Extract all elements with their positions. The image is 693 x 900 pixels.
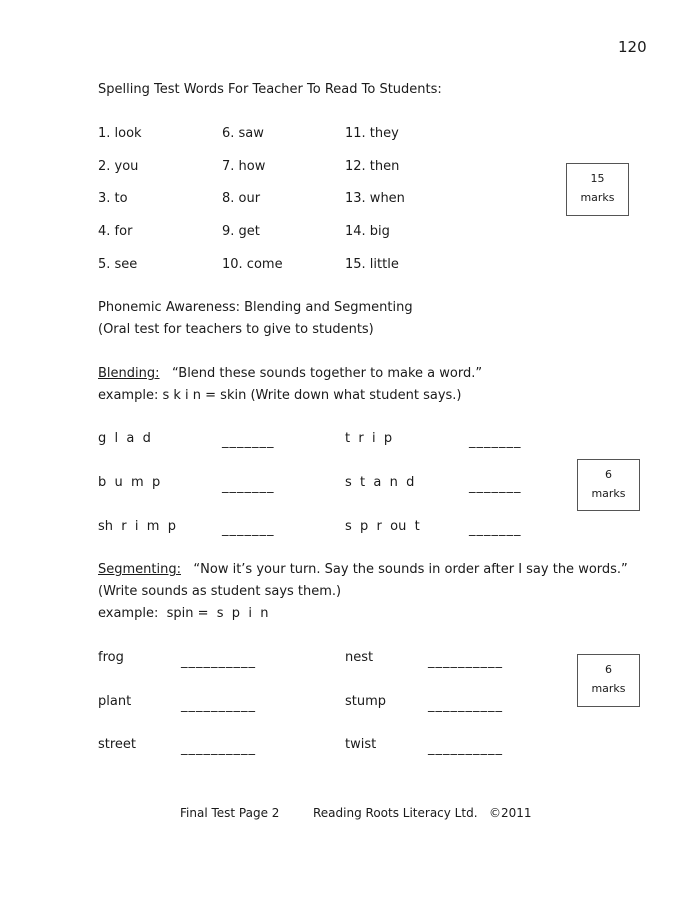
- answer-blank[interactable]: __________: [181, 741, 256, 756]
- footer-copyright: ©2011: [489, 806, 532, 820]
- blending-sounds: t r i p: [345, 431, 393, 446]
- spelling-word: 8. our: [222, 191, 261, 206]
- spelling-word: 1. look: [98, 126, 142, 141]
- answer-blank[interactable]: __________: [181, 698, 256, 713]
- segmenting-marks-box: [577, 654, 640, 707]
- answer-blank[interactable]: _______: [469, 434, 522, 449]
- spelling-word: 12. then: [345, 159, 400, 174]
- blending-instruction: “Blend these sounds together to make a word.”: [171, 366, 483, 381]
- segmenting-word: stump: [345, 694, 387, 709]
- spelling-word: 3. to: [98, 191, 128, 206]
- page-number: 120: [618, 38, 647, 56]
- segmenting-word: nest: [345, 650, 374, 665]
- footer-company: Reading Roots Literacy Ltd.: [313, 806, 478, 820]
- marks-value: 15: [590, 172, 605, 185]
- answer-blank[interactable]: _______: [469, 522, 522, 537]
- blending-label: Blending:: [98, 366, 160, 381]
- blending-marks-box: [577, 459, 640, 511]
- answer-blank[interactable]: _______: [222, 522, 275, 537]
- segmenting-word: plant: [98, 694, 132, 709]
- blending-sounds: sh r i m p: [98, 519, 176, 534]
- footer-page: Final Test Page 2: [180, 806, 280, 820]
- segmenting-note: (Write sounds as student says them.): [98, 584, 342, 599]
- blending-sounds: s p r ou t: [345, 519, 420, 534]
- segmenting-word: frog: [98, 650, 124, 665]
- spelling-word: 13. when: [345, 191, 405, 206]
- answer-blank[interactable]: __________: [428, 698, 503, 713]
- segmenting-header: [98, 562, 628, 577]
- marks-value: 6: [605, 663, 612, 676]
- blending-sounds: b u m p: [98, 475, 161, 490]
- spelling-word: 6. saw: [222, 126, 264, 141]
- answer-blank[interactable]: __________: [428, 654, 503, 669]
- spelling-word: 4. for: [98, 224, 133, 239]
- spelling-marks-box: [566, 163, 629, 216]
- blending-sounds: s t a n d: [345, 475, 415, 490]
- spelling-heading: Spelling Test Words For Teacher To Read To Students:: [98, 82, 442, 97]
- segmenting-word: street: [98, 737, 137, 752]
- marks-label: marks: [591, 487, 626, 500]
- answer-blank[interactable]: _______: [469, 479, 522, 494]
- spelling-word: 10. come: [222, 257, 283, 272]
- segmenting-label: Segmenting:: [98, 562, 181, 577]
- phonemic-subtitle: (Oral test for teachers to give to students): [98, 322, 374, 337]
- spelling-word: 15. little: [345, 257, 399, 272]
- blending-sounds: g l a d: [98, 431, 151, 446]
- spelling-word: 9. get: [222, 224, 260, 239]
- marks-value: 6: [605, 468, 612, 481]
- segmenting-example: example: spin = s p i n: [98, 606, 269, 621]
- marks-label: marks: [580, 191, 615, 204]
- spelling-word: 14. big: [345, 224, 390, 239]
- blending-example: example: s k i n = skin (Write down what student says.): [98, 388, 462, 403]
- spelling-word: 11. they: [345, 126, 399, 141]
- phonemic-title: Phonemic Awareness: Blending and Segmenting: [98, 300, 413, 315]
- spelling-word: 5. see: [98, 257, 138, 272]
- answer-blank[interactable]: __________: [428, 741, 503, 756]
- answer-blank[interactable]: __________: [181, 654, 256, 669]
- segmenting-instruction: “Now it’s your turn. Say the sounds in order after I say the words.”: [193, 562, 628, 577]
- blending-header: [98, 366, 482, 381]
- marks-label: marks: [591, 682, 626, 695]
- spelling-word: 7. how: [222, 159, 266, 174]
- answer-blank[interactable]: _______: [222, 434, 275, 449]
- answer-blank[interactable]: _______: [222, 479, 275, 494]
- spelling-word: 2. you: [98, 159, 139, 174]
- segmenting-word: twist: [345, 737, 377, 752]
